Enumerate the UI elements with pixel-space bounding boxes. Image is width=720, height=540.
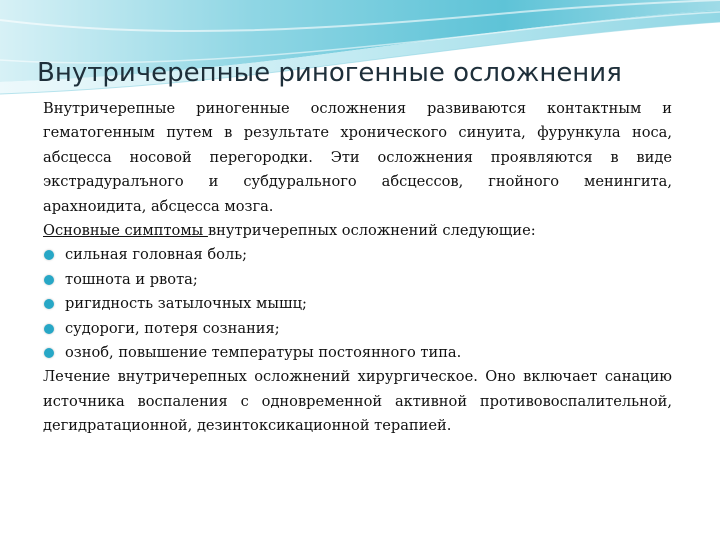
list-item bbox=[43, 268, 672, 292]
bullet-dot-icon bbox=[44, 324, 54, 334]
symptoms-lead-rest: внутричерепных осложнений следующие: bbox=[207, 222, 536, 240]
bullet-dot-icon bbox=[44, 348, 54, 358]
symptom-text: ригидность затылочных мышц; bbox=[65, 295, 307, 313]
header-wave-decoration bbox=[0, 0, 720, 110]
symptom-text: тошнота и рвота; bbox=[65, 270, 198, 288]
bullet-dot-icon bbox=[44, 250, 54, 260]
symptom-text: сильная головная боль; bbox=[65, 246, 248, 264]
slide-body bbox=[43, 97, 672, 439]
symptoms-list bbox=[43, 243, 672, 365]
symptoms-lead bbox=[43, 219, 672, 243]
bullet-dot-icon bbox=[44, 275, 54, 285]
symptom-text: озноб, повышение температуры постоянного типа. bbox=[65, 344, 462, 362]
bullet-dot-icon bbox=[44, 299, 54, 309]
intro-paragraph: Внутричерепные риногенные осложнения развиваются контактным и гематогенным путем в результате хронического синуита, фурункула носа, абсцесса носовой перегородки. Эти осложнения проявляются в виде экстрадуралъного и субдурального абсцессов, гнойного менингита, арахноидита, абсцесса мозга. bbox=[43, 100, 672, 215]
list-item bbox=[43, 341, 672, 365]
symptom-text: судороги, потеря сознания; bbox=[65, 319, 280, 337]
list-item bbox=[43, 292, 672, 316]
list-item bbox=[43, 243, 672, 267]
slide-title: Внутричерепные риногенные осложнения bbox=[37, 58, 622, 88]
list-item bbox=[43, 317, 672, 341]
treatment-paragraph: Лечение внутричерепных осложнений хирургическое. Оно включает санацию источника воспаления с одновременной активной противовоспалительной, дегидратационной, дезинтоксикационной терапией. bbox=[43, 368, 672, 435]
symptoms-lead-underlined: Основные симптомы bbox=[43, 222, 208, 240]
